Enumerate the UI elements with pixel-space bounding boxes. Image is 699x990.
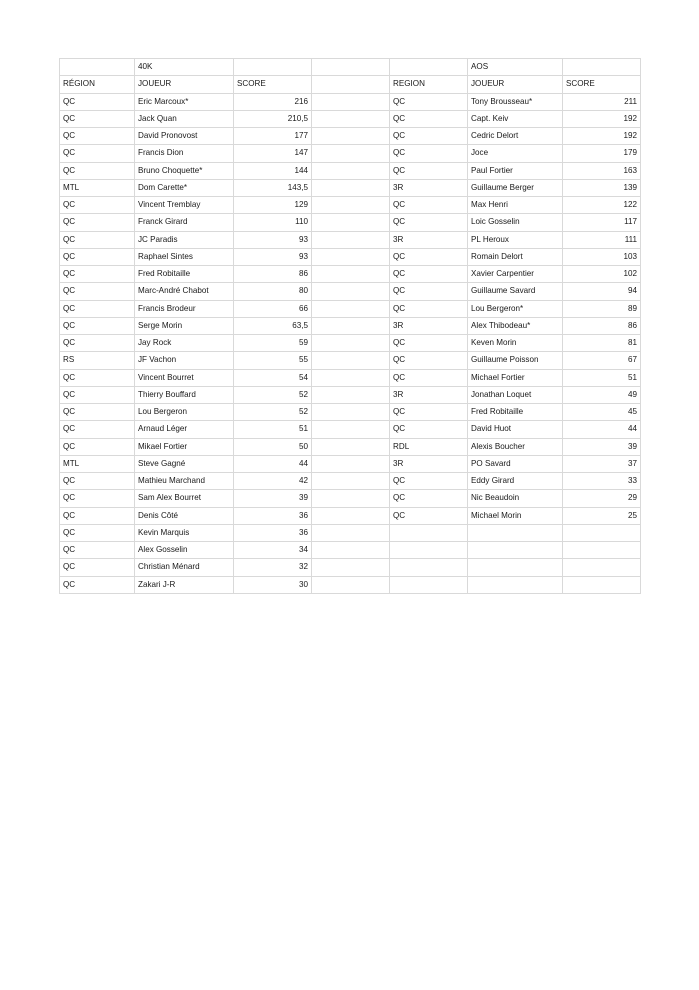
- right-cell-score: 139: [563, 179, 641, 196]
- right-cell-score: 51: [563, 369, 641, 386]
- right-cell-region: QC: [390, 93, 468, 110]
- right-cell-region: [390, 559, 468, 576]
- table-row: [60, 559, 641, 576]
- table-row: [60, 145, 641, 162]
- title-row: [60, 59, 641, 76]
- right-cell-region: 3R: [390, 317, 468, 334]
- column-gap-cell: [312, 214, 390, 231]
- column-gap-cell: [312, 110, 390, 127]
- left-cell-player: Francis Brodeur: [135, 300, 234, 317]
- right-cell-score: 25: [563, 507, 641, 524]
- column-gap-cell: [312, 335, 390, 352]
- right-title-pad: [563, 59, 641, 76]
- left-cell-score: 51: [234, 421, 312, 438]
- left-cell-player: Vincent Tremblay: [135, 197, 234, 214]
- left-cell-score: 129: [234, 197, 312, 214]
- column-gap-cell: [312, 421, 390, 438]
- right-cell-region: QC: [390, 507, 468, 524]
- left-cell-score: 30: [234, 576, 312, 593]
- right-cell-player: PL Heroux: [468, 231, 563, 248]
- table-row: [60, 404, 641, 421]
- left-cell-region: QC: [60, 128, 135, 145]
- right-cell-player: Guillaume Berger: [468, 179, 563, 196]
- table-row: [60, 110, 641, 127]
- left-cell-player: David Pronovost: [135, 128, 234, 145]
- left-cell-player: JF Vachon: [135, 352, 234, 369]
- column-gap-cell: [312, 145, 390, 162]
- left-cell-region: QC: [60, 317, 135, 334]
- left-cell-score: 50: [234, 438, 312, 455]
- left-cell-player: Jay Rock: [135, 335, 234, 352]
- left-cell-region: QC: [60, 507, 135, 524]
- column-gap-cell: [312, 438, 390, 455]
- table-row: [60, 507, 641, 524]
- table-row: [60, 93, 641, 110]
- right-cell-region: QC: [390, 300, 468, 317]
- right-cell-player: Xavier Carpentier: [468, 266, 563, 283]
- column-gap-cell: [312, 404, 390, 421]
- left-cell-score: 44: [234, 455, 312, 472]
- left-cell-region: QC: [60, 110, 135, 127]
- right-cell-region: 3R: [390, 386, 468, 403]
- table-row: [60, 490, 641, 507]
- column-gap-cell: [312, 266, 390, 283]
- right-cell-player: Guillaume Savard: [468, 283, 563, 300]
- right-cell-score: [563, 542, 641, 559]
- right-cell-score: 192: [563, 110, 641, 127]
- left-cell-score: 59: [234, 335, 312, 352]
- left-cell-player: Zakari J-R: [135, 576, 234, 593]
- right-cell-region: QC: [390, 110, 468, 127]
- right-cell-score: 111: [563, 231, 641, 248]
- right-cell-player: Michael Morin: [468, 507, 563, 524]
- right-cell-score: [563, 524, 641, 541]
- left-cell-region: QC: [60, 542, 135, 559]
- column-gap-cell: [312, 352, 390, 369]
- right-cell-player: Jonathan Loquet: [468, 386, 563, 403]
- right-cell-region: 3R: [390, 231, 468, 248]
- right-cell-region: QC: [390, 421, 468, 438]
- right-header-region: REGION: [390, 76, 468, 93]
- column-gap-cell: [312, 542, 390, 559]
- right-cell-region: 3R: [390, 179, 468, 196]
- left-cell-region: QC: [60, 473, 135, 490]
- left-cell-score: 42: [234, 473, 312, 490]
- right-cell-player: Guillaume Poisson: [468, 352, 563, 369]
- left-cell-score: 52: [234, 386, 312, 403]
- right-cell-region: QC: [390, 266, 468, 283]
- left-cell-score: 93: [234, 231, 312, 248]
- table-row: [60, 335, 641, 352]
- left-header-region: RÉGION: [60, 76, 135, 93]
- column-gap-cell: [312, 524, 390, 541]
- right-cell-region: 3R: [390, 455, 468, 472]
- column-gap-cell: [312, 455, 390, 472]
- table-row: [60, 421, 641, 438]
- right-cell-score: 94: [563, 283, 641, 300]
- right-cell-player: Tony Brousseau*: [468, 93, 563, 110]
- right-cell-score: 33: [563, 473, 641, 490]
- right-cell-score: 49: [563, 386, 641, 403]
- right-cell-score: 122: [563, 197, 641, 214]
- left-cell-player: Arnaud Léger: [135, 421, 234, 438]
- left-cell-score: 34: [234, 542, 312, 559]
- left-cell-score: 55: [234, 352, 312, 369]
- right-cell-player: Joce: [468, 145, 563, 162]
- left-header-player: JOUEUR: [135, 76, 234, 93]
- table-row: [60, 266, 641, 283]
- left-cell-player: Eric Marcoux*: [135, 93, 234, 110]
- column-gap-cell: [312, 248, 390, 265]
- table-row: [60, 162, 641, 179]
- left-cell-score: 216: [234, 93, 312, 110]
- right-cell-player: Capt. Keiv: [468, 110, 563, 127]
- left-cell-score: 66: [234, 300, 312, 317]
- left-cell-region: QC: [60, 559, 135, 576]
- right-cell-region: [390, 524, 468, 541]
- right-cell-score: 117: [563, 214, 641, 231]
- table-row: [60, 352, 641, 369]
- right-table-title: AOS: [468, 59, 563, 76]
- column-gap-cell: [312, 93, 390, 110]
- right-cell-score: 86: [563, 317, 641, 334]
- left-title-spacer: [60, 59, 135, 76]
- table-row: [60, 248, 641, 265]
- left-cell-score: 80: [234, 283, 312, 300]
- left-cell-region: QC: [60, 438, 135, 455]
- column-gap-title: [312, 59, 390, 76]
- table-row: [60, 386, 641, 403]
- table-row: [60, 231, 641, 248]
- left-cell-region: QC: [60, 145, 135, 162]
- right-cell-region: QC: [390, 369, 468, 386]
- left-cell-player: Marc-André Chabot: [135, 283, 234, 300]
- table-row: [60, 576, 641, 593]
- table-body: [60, 59, 641, 594]
- right-cell-player: Keven Morin: [468, 335, 563, 352]
- right-cell-score: 103: [563, 248, 641, 265]
- left-cell-region: QC: [60, 300, 135, 317]
- right-cell-score: 39: [563, 438, 641, 455]
- left-cell-player: Mikael Fortier: [135, 438, 234, 455]
- right-cell-region: QC: [390, 404, 468, 421]
- right-cell-player: Cedric Delort: [468, 128, 563, 145]
- left-cell-region: QC: [60, 231, 135, 248]
- right-cell-player: Loic Gosselin: [468, 214, 563, 231]
- right-cell-player: Eddy Girard: [468, 473, 563, 490]
- column-gap-header: [312, 76, 390, 93]
- left-cell-score: 110: [234, 214, 312, 231]
- left-cell-score: 39: [234, 490, 312, 507]
- right-cell-player: PO Savard: [468, 455, 563, 472]
- right-cell-score: 211: [563, 93, 641, 110]
- column-gap-cell: [312, 128, 390, 145]
- right-cell-region: QC: [390, 162, 468, 179]
- right-cell-region: QC: [390, 214, 468, 231]
- left-cell-player: Steve Gagné: [135, 455, 234, 472]
- left-cell-score: 36: [234, 524, 312, 541]
- left-cell-player: Jack Quan: [135, 110, 234, 127]
- right-cell-region: QC: [390, 490, 468, 507]
- right-cell-player: [468, 524, 563, 541]
- right-cell-player: [468, 576, 563, 593]
- column-gap-cell: [312, 490, 390, 507]
- left-cell-player: Mathieu Marchand: [135, 473, 234, 490]
- left-cell-player: Raphael Sintes: [135, 248, 234, 265]
- right-cell-score: 67: [563, 352, 641, 369]
- right-cell-player: Paul Fortier: [468, 162, 563, 179]
- left-cell-region: QC: [60, 490, 135, 507]
- right-cell-score: 45: [563, 404, 641, 421]
- left-header-score: SCORE: [234, 76, 312, 93]
- right-cell-player: Fred Robitaille: [468, 404, 563, 421]
- table-row: [60, 438, 641, 455]
- right-cell-score: 102: [563, 266, 641, 283]
- left-cell-player: Christian Ménard: [135, 559, 234, 576]
- left-cell-region: QC: [60, 214, 135, 231]
- table-row: [60, 317, 641, 334]
- scores-sheet: [59, 58, 640, 594]
- left-cell-region: QC: [60, 335, 135, 352]
- table-row: [60, 197, 641, 214]
- left-cell-region: QC: [60, 421, 135, 438]
- column-gap-cell: [312, 386, 390, 403]
- left-cell-score: 32: [234, 559, 312, 576]
- left-cell-region: QC: [60, 386, 135, 403]
- right-title-spacer: [390, 59, 468, 76]
- left-cell-score: 63,5: [234, 317, 312, 334]
- left-cell-region: QC: [60, 576, 135, 593]
- left-cell-player: Dom Carette*: [135, 179, 234, 196]
- left-cell-region: QC: [60, 266, 135, 283]
- left-cell-player: Bruno Choquette*: [135, 162, 234, 179]
- right-cell-region: [390, 576, 468, 593]
- column-gap-cell: [312, 283, 390, 300]
- left-cell-region: QC: [60, 248, 135, 265]
- table-row: [60, 455, 641, 472]
- right-cell-score: 37: [563, 455, 641, 472]
- column-gap-cell: [312, 369, 390, 386]
- left-cell-region: QC: [60, 524, 135, 541]
- left-cell-player: Franck Girard: [135, 214, 234, 231]
- column-gap-cell: [312, 231, 390, 248]
- left-cell-score: 210,5: [234, 110, 312, 127]
- right-cell-player: Romain Delort: [468, 248, 563, 265]
- right-cell-region: QC: [390, 128, 468, 145]
- left-cell-player: Sam Alex Bourret: [135, 490, 234, 507]
- left-cell-player: Fred Robitaille: [135, 266, 234, 283]
- table-row: [60, 473, 641, 490]
- column-gap-cell: [312, 473, 390, 490]
- left-cell-player: Serge Morin: [135, 317, 234, 334]
- left-cell-region: MTL: [60, 455, 135, 472]
- left-cell-score: 177: [234, 128, 312, 145]
- right-cell-region: QC: [390, 473, 468, 490]
- left-cell-region: QC: [60, 93, 135, 110]
- left-cell-score: 52: [234, 404, 312, 421]
- left-cell-region: RS: [60, 352, 135, 369]
- column-gap-cell: [312, 559, 390, 576]
- right-cell-score: 44: [563, 421, 641, 438]
- column-gap-cell: [312, 576, 390, 593]
- table-row: [60, 128, 641, 145]
- table-row: [60, 179, 641, 196]
- right-header-player: JOUEUR: [468, 76, 563, 93]
- right-cell-player: Michael Fortier: [468, 369, 563, 386]
- header-row: [60, 76, 641, 93]
- right-cell-region: QC: [390, 248, 468, 265]
- column-gap-cell: [312, 162, 390, 179]
- right-cell-player: Alex Thibodeau*: [468, 317, 563, 334]
- right-cell-player: [468, 559, 563, 576]
- left-title-pad: [234, 59, 312, 76]
- column-gap-cell: [312, 179, 390, 196]
- left-cell-score: 144: [234, 162, 312, 179]
- left-cell-player: Kevin Marquis: [135, 524, 234, 541]
- right-cell-region: QC: [390, 335, 468, 352]
- column-gap-cell: [312, 197, 390, 214]
- table-row: [60, 300, 641, 317]
- table-row: [60, 369, 641, 386]
- right-cell-region: QC: [390, 352, 468, 369]
- left-cell-region: QC: [60, 404, 135, 421]
- left-cell-region: QC: [60, 369, 135, 386]
- right-cell-score: [563, 559, 641, 576]
- left-cell-player: JC Paradis: [135, 231, 234, 248]
- right-cell-region: QC: [390, 145, 468, 162]
- right-cell-score: [563, 576, 641, 593]
- right-cell-score: 81: [563, 335, 641, 352]
- left-cell-player: Vincent Bourret: [135, 369, 234, 386]
- left-cell-player: Thierry Bouffard: [135, 386, 234, 403]
- column-gap-cell: [312, 300, 390, 317]
- left-cell-score: 36: [234, 507, 312, 524]
- right-cell-player: Alexis Boucher: [468, 438, 563, 455]
- left-cell-region: QC: [60, 197, 135, 214]
- right-cell-player: Lou Bergeron*: [468, 300, 563, 317]
- table-row: [60, 542, 641, 559]
- column-gap-cell: [312, 507, 390, 524]
- table-row: [60, 524, 641, 541]
- column-gap-cell: [312, 317, 390, 334]
- left-cell-region: QC: [60, 283, 135, 300]
- left-table-title: 40K: [135, 59, 234, 76]
- left-cell-player: Alex Gosselin: [135, 542, 234, 559]
- left-cell-score: 54: [234, 369, 312, 386]
- right-cell-score: 29: [563, 490, 641, 507]
- right-cell-score: 192: [563, 128, 641, 145]
- table-row: [60, 283, 641, 300]
- right-cell-score: 163: [563, 162, 641, 179]
- right-header-score: SCORE: [563, 76, 641, 93]
- left-cell-player: Lou Bergeron: [135, 404, 234, 421]
- right-cell-player: Nic Beaudoin: [468, 490, 563, 507]
- right-cell-player: [468, 542, 563, 559]
- tournament-scores-table: [59, 58, 641, 594]
- left-cell-player: Denis Côté: [135, 507, 234, 524]
- right-cell-region: RDL: [390, 438, 468, 455]
- left-cell-player: Francis Dion: [135, 145, 234, 162]
- right-cell-player: Max Henri: [468, 197, 563, 214]
- left-cell-score: 147: [234, 145, 312, 162]
- left-cell-region: MTL: [60, 179, 135, 196]
- right-cell-score: 179: [563, 145, 641, 162]
- right-cell-score: 89: [563, 300, 641, 317]
- right-cell-region: QC: [390, 283, 468, 300]
- left-cell-region: QC: [60, 162, 135, 179]
- left-cell-score: 86: [234, 266, 312, 283]
- left-cell-score: 93: [234, 248, 312, 265]
- table-row: [60, 214, 641, 231]
- right-cell-player: David Huot: [468, 421, 563, 438]
- right-cell-region: QC: [390, 197, 468, 214]
- left-cell-score: 143,5: [234, 179, 312, 196]
- right-cell-region: [390, 542, 468, 559]
